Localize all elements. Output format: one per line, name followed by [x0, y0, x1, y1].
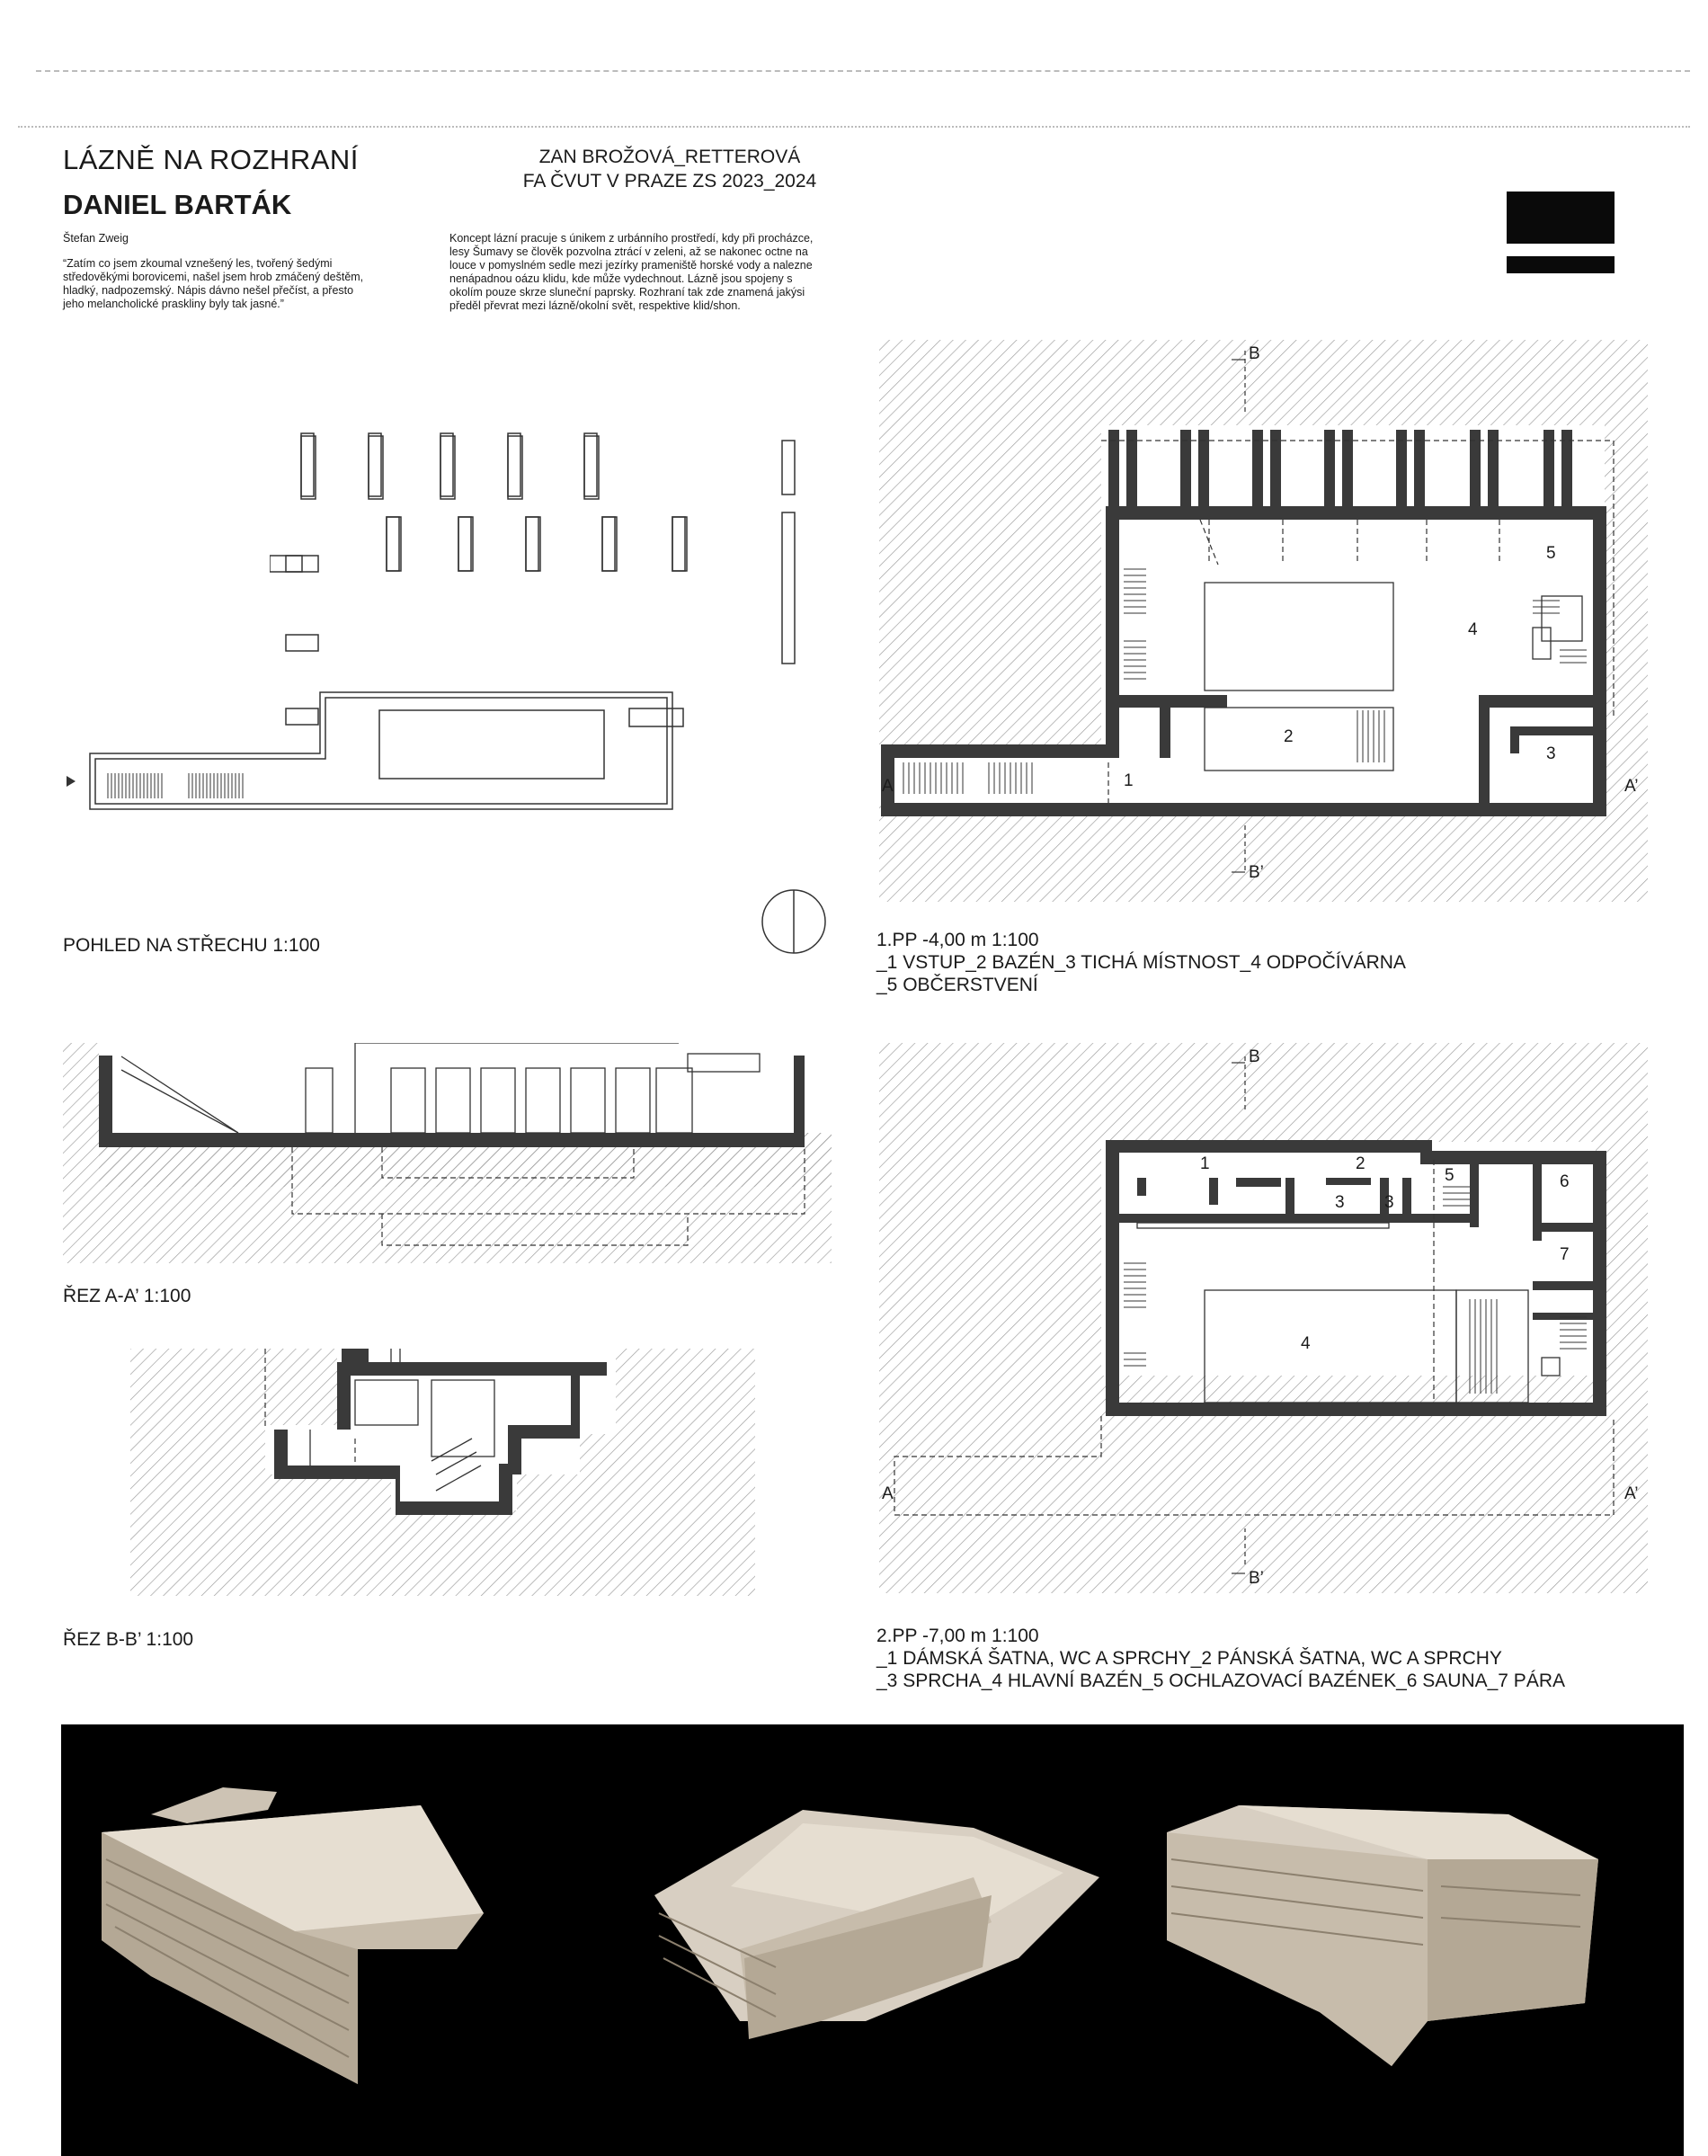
plan1-caption-rooms: _1 VSTUP_2 BAZÉN_3 TICHÁ MÍSTNOST_4 ODPOČÍVÁRNA — [876, 952, 1406, 973]
plan2-caption-rooms: _1 DÁMSKÁ ŠATNA, WC A SPRCHY_2 PÁNSKÁ ŠATNA, WC A SPRCHY — [876, 1648, 1502, 1669]
roof-caption: POHLED NA STŘECHU 1:100 — [63, 935, 320, 956]
model-photo-2-image — [596, 1724, 1149, 2156]
plan2-room-4: 4 — [1301, 1334, 1311, 1353]
plan1-marker-a-right: A’ — [1624, 777, 1639, 796]
plan1-room-1: 1 — [1124, 771, 1134, 790]
plan2-marker-b-top: B — [1249, 1047, 1260, 1066]
model-photo-3 — [1131, 1724, 1684, 2156]
model-photo-3-image — [1131, 1724, 1684, 2156]
plan1-marker-b-bottom: B’ — [1249, 863, 1264, 882]
concept-text: Koncept lázní pracuje s únikem z urbánního prostředí, kdy při procházce, lesy Šumavy se člověk pozvolna ztrácí v zeleni, až se nakonec octne na louce v pomyslném sedle mezi jezírky prameniště horské vody a nalezne nenápadnou oázu klidu, kde může vydechnout. Lázně jsou spojeny s okolím pouze skrze sluneční paprsky. Rozhraní tak zde znamená jakýsi předěl převrat mezi lázně/okolní svět, respektive klid/shon. — [449, 232, 814, 312]
section-aa-drawing — [58, 1043, 832, 1268]
plan2-room-3a: 3 — [1335, 1193, 1345, 1212]
plan1-caption-rooms-2: _5 OBČERSTVENÍ — [876, 975, 1038, 995]
school-term: FA ČVUT V PRAZE ZS 2023_2024 — [522, 171, 817, 192]
plan1-caption-title: 1.PP -4,00 m 1:100 — [876, 930, 1039, 950]
plan2-caption-title: 2.PP -7,00 m 1:100 — [876, 1626, 1039, 1646]
section-bb-caption: ŘEZ B-B’ 1:100 — [63, 1629, 194, 1650]
model-photo-1 — [61, 1724, 614, 2156]
plan1-caption — [876, 929, 1406, 996]
plan1-room-2: 2 — [1284, 727, 1294, 746]
studio-name: ZAN BROŽOVÁ_RETTEROVÁ — [538, 147, 801, 167]
north-arrow-icon — [760, 887, 832, 959]
logo-bar — [1507, 256, 1615, 273]
plan2-room-6: 6 — [1560, 1172, 1570, 1191]
plan2-room-1: 1 — [1200, 1154, 1210, 1173]
logo-block — [1507, 192, 1615, 244]
plan2-room-2: 2 — [1356, 1154, 1366, 1173]
plan2-caption — [876, 1625, 1565, 1692]
plan2-marker-b-bottom: B’ — [1249, 1569, 1264, 1588]
roof-skylights — [270, 423, 809, 701]
plan1-room-5: 5 — [1546, 544, 1556, 563]
top-dashed-border — [36, 70, 1690, 72]
plan1-room-4: 4 — [1468, 620, 1478, 639]
plan2-room-3b: 3 — [1384, 1193, 1394, 1212]
model-photo-1-image — [61, 1724, 614, 2156]
plan-1pp-drawing — [876, 340, 1650, 906]
section-bb-drawing — [130, 1349, 760, 1600]
plan1-room-3: 3 — [1546, 744, 1556, 763]
quote-text: “Zatím co jsem zkoumal vznešený les, tvořený šedými středověkými borovicemi, našel jsem hrob zmáčený deštěm, hladký, nadpozemský. Nápis dávno nešel přečíst, a přesto jeho melancholické praskliny byly tak jasné.” — [63, 257, 364, 310]
plan2-marker-a-left: A — [882, 1484, 894, 1503]
plan2-marker-a-right: A’ — [1624, 1484, 1639, 1503]
model-photo-2 — [596, 1724, 1149, 2156]
project-title: LÁZNĚ NA ROZHRANÍ — [63, 144, 359, 175]
quote-author: Štefan Zweig — [63, 232, 129, 245]
section-aa-caption: ŘEZ A-A’ 1:100 — [63, 1286, 191, 1306]
plan1-marker-b-top: B — [1249, 344, 1260, 363]
plan-2pp-drawing — [876, 1043, 1650, 1596]
header-dotted-line — [18, 126, 1690, 128]
plan2-room-5: 5 — [1445, 1166, 1454, 1185]
plan2-caption-rooms-2: _3 SPRCHA_4 HLAVNÍ BAZÉN_5 OCHLAZOVACÍ BAZÉNEK_6 SAUNA_7 PÁRA — [876, 1670, 1565, 1691]
plan1-marker-a-left: A — [882, 777, 894, 796]
author-name: DANIEL BARTÁK — [63, 189, 292, 220]
plan2-room-7: 7 — [1560, 1245, 1570, 1264]
